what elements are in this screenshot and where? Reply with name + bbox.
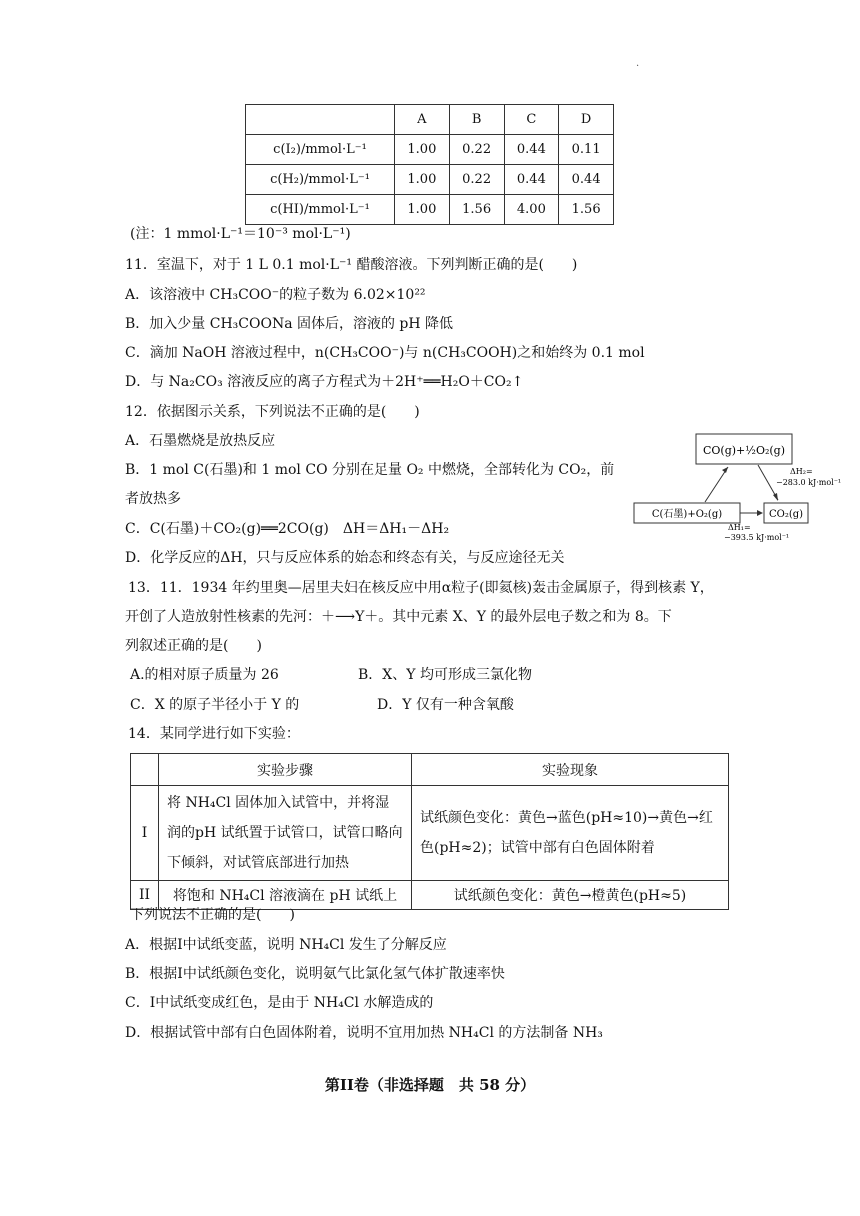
dh2-value: −283.0 kJ·mol⁻¹ (776, 478, 842, 487)
q14-option-c: C．I中试纸变成红色，是由于 NH₄Cl 水解造成的 (125, 995, 434, 1011)
table-header-cell: 实验现象 (412, 754, 729, 786)
q14-option-d: D．根据试管中部有白色固体附着，说明不宜用加热 NH₄Cl 的方法制备 NH₃ (125, 1025, 603, 1041)
q14-option-b: B．根据I中试纸颜色变化，说明氨气比氯化氢气体扩散速率快 (125, 966, 505, 982)
result-cell: 试纸颜色变化：黄色→橙黄色(pH≈5) (412, 881, 729, 910)
table-cell: 0.22 (449, 165, 504, 195)
table-header-row (131, 754, 729, 786)
q11-stem: 11．室温下，对于 1 L 0.1 mol·L⁻¹ 醋酸溶液。下列判断正确的是( ) (125, 257, 578, 273)
table-header-cell: B (449, 105, 504, 135)
table-cell: 0.11 (559, 135, 614, 165)
step-cell: 将饱和 NH₄Cl 溶液滴在 pH 试纸上 (159, 881, 412, 910)
row-label: c(H₂)/mmol·L⁻¹ (246, 165, 395, 195)
dh1-label: ΔH₁= (728, 523, 751, 532)
experiment-table (130, 753, 729, 910)
table-cell: 1.00 (395, 195, 450, 225)
concentration-table (245, 104, 614, 225)
table-header-cell: D (559, 105, 614, 135)
q13-option-c: C．X 的原子半径小于 Y 的 (130, 697, 300, 713)
table-row (246, 165, 614, 195)
table-cell: 4.00 (504, 195, 559, 225)
q12-stem: 12．依据图示关系，下列说法不正确的是( ) (125, 404, 420, 420)
arrowhead (757, 510, 763, 516)
arrow-left-to-top (705, 467, 728, 502)
table-header-row (246, 105, 614, 135)
q11-option-d: D．与 Na₂CO₃ 溶液反应的离子方程式为＋2H⁺══H₂O＋CO₂↑ (125, 374, 524, 390)
arrowhead (773, 493, 778, 501)
top-box-label: CO(g)+½O₂(g) (703, 444, 785, 457)
table-header-cell: 实验步骤 (159, 754, 412, 786)
q13-option-b: B．X、Y 均可形成三氯化物 (358, 667, 532, 683)
q11-option-b: B．加入少量 CH₃COONa 固体后，溶液的 pH 降低 (125, 316, 454, 332)
table-note: (注：1 mmol·L⁻¹＝10⁻³ mol·L⁻¹) (130, 226, 351, 242)
q12-option-b: B．1 mol C(石墨)和 1 mol CO 分别在足量 O₂ 中燃烧，全部转化为 CO₂，前 (125, 462, 615, 478)
q13-stem-line: 列叙述正确的是( ) (125, 638, 262, 654)
left-box-label: C(石墨)+O₂(g) (651, 509, 723, 520)
dh2-label: ΔH₂= (790, 467, 813, 476)
dh1-value: −393.5 kJ·mol⁻¹ (724, 533, 790, 542)
q12-option-d: D．化学反应的ΔH，只与反应体系的始态和终态有关，与反应途径无关 (125, 550, 565, 566)
table-row (131, 786, 729, 881)
right-box-label: CO₂(g) (768, 509, 804, 520)
table-header-cell: A (395, 105, 450, 135)
q12-option-b-cont: 者放热多 (125, 491, 181, 507)
q12-option-a: A．石墨燃烧是放热反应 (125, 433, 276, 449)
q13-stem-line: 13．11．1934 年约里奥—居里夫妇在核反应中用α粒子(即氦核)轰击金属原子，得到核素 Y， (128, 580, 714, 596)
table-cell: 1.00 (395, 135, 450, 165)
table-cell: 0.44 (559, 165, 614, 195)
table-cell: 0.44 (504, 165, 559, 195)
row-id: I (131, 786, 159, 881)
q14-stem: 14．某同学进行如下实验： (128, 726, 300, 742)
q11-option-c: C．滴加 NaOH 溶液过程中，n(CH₃COO⁻)与 n(CH₃COOH)之和始终为 0.1 mol (125, 345, 645, 361)
table-header-cell (246, 105, 395, 135)
result-cell: 试纸颜色变化：黄色→蓝色(pH≈10)→黄色→红色(pH≈2)；试管中部有白色固体附着 (412, 786, 729, 881)
q13-option-a: A.的相对原子质量为 26 (130, 667, 279, 683)
q12-option-c: C．C(石墨)＋CO₂(g)══2CO(g) ΔH＝ΔH₁－ΔH₂ (125, 521, 450, 537)
q13-stem-line: 开创了人造放射性核素的先河：＋⟶Y＋。其中元素 X、Y 的最外层电子数之和为 8。下 (125, 609, 672, 625)
table-cell: 1.56 (559, 195, 614, 225)
q14-option-a: A．根据I中试纸变蓝，说明 NH₄Cl 发生了分解反应 (125, 937, 447, 953)
step-cell: 将 NH₄Cl 固体加入试管中，并将湿润的pH 试纸置于试管口，试管口略向下倾斜，对试管底部进行加热 (159, 786, 412, 881)
q13-option-d: D．Y 仅有一种含氧酸 (377, 697, 514, 713)
table-row (246, 195, 614, 225)
arrowhead (722, 467, 728, 473)
table-header-cell: C (504, 105, 559, 135)
table-header-cell (131, 754, 159, 786)
table-cell: 1.56 (449, 195, 504, 225)
table-cell: 0.22 (449, 135, 504, 165)
enthalpy-diagram (630, 430, 860, 542)
row-label: c(HI)/mmol·L⁻¹ (246, 195, 395, 225)
table-cell: 0.44 (504, 135, 559, 165)
table-cell: 1.00 (395, 165, 450, 195)
q11-option-a: A．该溶液中 CH₃COO⁻的粒子数为 6.02×10²² (125, 287, 426, 303)
row-label: c(I₂)/mmol·L⁻¹ (246, 135, 395, 165)
header-mark: . (636, 58, 640, 69)
q14-question: 下列说法不正确的是( ) (130, 907, 295, 923)
table-row (246, 135, 614, 165)
section-title: 第II卷（非选择题 共 58 分） (324, 1076, 536, 1094)
row-id: II (131, 881, 159, 910)
